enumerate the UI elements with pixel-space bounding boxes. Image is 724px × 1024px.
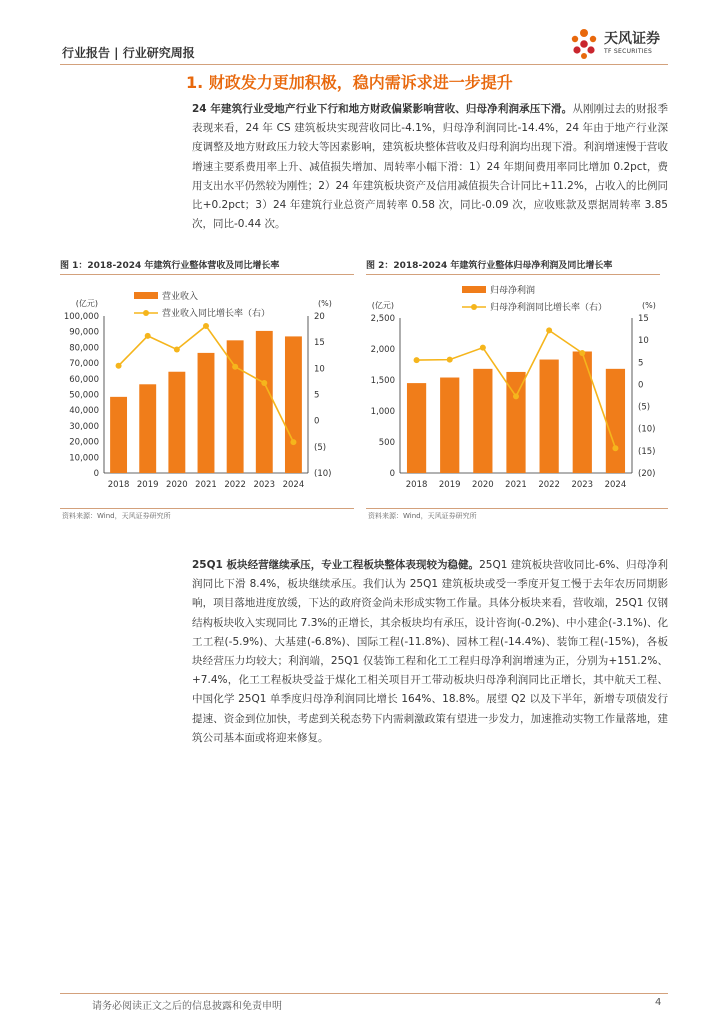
chart-1-legend-line-label: 营业收入同比增长率（右） <box>162 309 271 319</box>
chart-1-growth-point <box>290 439 296 445</box>
chart-2-y-right-tick: 0 <box>638 380 644 391</box>
chart-1-y-left-tick: 100,000 <box>63 312 99 322</box>
chart-1-y-right-tick: (5) <box>314 442 327 453</box>
chart-2-y-left-tick: 1,000 <box>370 407 395 417</box>
chart-2-x-tick: 2021 <box>505 480 527 490</box>
chart-2-y-right-tick: (15) <box>638 446 656 457</box>
chart-2-x-tick: 2022 <box>538 480 560 490</box>
section-title: 1. 财政发力更加积极，稳内需诉求进一步提升 <box>186 73 513 92</box>
chart-2-x-tick: 2019 <box>438 480 461 490</box>
chart-2-y-right-tick: (20) <box>638 469 656 479</box>
chart-2-growth-point <box>447 357 453 363</box>
chart-1-y-left-tick: 50,000 <box>69 390 99 401</box>
chart-1-y-left-tick: 70,000 <box>69 359 99 370</box>
chart-1-y-right-tick: 5 <box>314 390 320 401</box>
chart-1-growth-point <box>116 363 122 369</box>
chart-1-y-left-tick: 90,000 <box>69 327 99 338</box>
chart-2-x-tick: 2023 <box>571 480 594 490</box>
chart-1-growth-point <box>261 380 267 386</box>
chart-1-growth-point <box>174 346 180 352</box>
chart-2-legend-bar-label: 归母净利润 <box>490 286 536 296</box>
chart-2-bar <box>473 369 492 473</box>
chart-1-y-left-tick: 60,000 <box>69 374 99 385</box>
chart-1-bar <box>110 397 127 473</box>
chart-2-y-left-tick: 500 <box>378 438 395 448</box>
chart-1-y-left-tick: 80,000 <box>69 343 99 354</box>
chart-1-bar <box>139 384 156 473</box>
chart-1-y-right-tick: 0 <box>314 416 320 427</box>
chart-1-legend-bar-label: 营业收入 <box>162 292 199 302</box>
chart-2-growth-point <box>612 445 618 451</box>
chart-1-bar <box>168 372 185 473</box>
chart-2-growth-point <box>546 327 552 333</box>
chart-1-svg <box>60 278 354 506</box>
chart-1-y-left-tick: 30,000 <box>69 421 99 432</box>
chart-1-legend-line-dot <box>143 310 149 316</box>
chart-2-bar <box>407 383 426 473</box>
chart-1 <box>60 258 354 508</box>
disclaimer-footer: 请务必阅读正文之后的信息披露和免责申明 <box>92 1001 282 1012</box>
chart-1-x-tick: 2024 <box>282 480 305 490</box>
chart-1-x-tick: 2018 <box>107 480 130 490</box>
chart-2-growth-point <box>480 345 486 351</box>
chart-1-bar <box>285 336 302 473</box>
chart-2-x-tick: 2020 <box>472 480 494 490</box>
chart-1-y-left-tick: 40,000 <box>69 406 99 417</box>
chart-1-growth-point <box>145 333 151 339</box>
chart-2-legend-line-label: 归母净利润同比增长率（右） <box>490 303 608 313</box>
chart-1-y-right-unit: (%) <box>318 299 332 308</box>
chart-2-y-right-tick: (10) <box>638 424 656 435</box>
chart-2 <box>366 258 660 508</box>
chart-2-source: 资料来源：Wind，天风证券研究所 <box>368 512 477 520</box>
chart-1-x-tick: 2023 <box>253 480 276 490</box>
chart-1-y-left-tick: 0 <box>93 469 99 479</box>
chart-2-y-right-tick: 5 <box>638 358 644 369</box>
tf-logo-icon <box>566 26 602 62</box>
chart-2-legend-line-dot <box>471 304 477 310</box>
chart-1-bar <box>227 340 244 473</box>
chart-1-legend-bar-swatch <box>134 292 158 299</box>
chart-2-x-tick: 2018 <box>405 480 428 490</box>
chart-1-x-tick: 2021 <box>195 480 217 490</box>
chart-1-y-right-tick: 10 <box>314 364 325 375</box>
chart-1-source: 资料来源：Wind，天风证券研究所 <box>62 512 171 520</box>
chart-2-growth-point <box>414 357 420 363</box>
chart-1-x-tick: 2020 <box>166 480 188 490</box>
chart-2-legend-bar-swatch <box>462 286 486 293</box>
chart-2-growth-point <box>513 393 519 399</box>
paragraph-2-body: 25Q1 建筑板块营收同比-6%、归母净利润同比下滑 8.4%，板块继续承压。我们认为 25Q1 建筑板块或受一季度开复工慢于去年农历同期影响，项目落地进度放缓，下达的政府资金尚未形成实物工作量。具体分板块来看，营收端，25Q1 仅钢结构板块收入实现同比 7.3%的正增长，其余板块均有承压，设计咨询(-0.2%)、中小建企(-3.1%)、化工工程(-5.9%)、大基建(-6.8%)、国际工程(-11.8%)、园林工程(-14.4%)、装饰工程(-15%)，各板块经营压力均较大；利润端，25Q1 仅装饰工程和化工工程归母净利润增速为正，分别为+151.2%、+7.4%，化工工程板块受益于煤化工相关项目开工带动板块归母净利润同比正增长，其中航天工程、中国化学 25Q1 单季度归母净利润同比增长 164%、18.8%。展望 Q2 以及下半年，新增专项债发行提速、资金到位加快，考虑到关税态势下内需刺激政策有望进一步发力，加速推动实物工作量落地，建筑公司基本面或将迎来修复。 <box>192 559 669 744</box>
chart-1-rule <box>60 274 354 275</box>
chart-2-bar <box>440 378 459 473</box>
chart-1-growth-point <box>203 323 209 329</box>
chart-1-x-tick: 2022 <box>224 480 246 490</box>
chart-2-svg <box>366 278 668 506</box>
chart-2-y-right-tick: 10 <box>638 336 649 347</box>
chart-2-y-left-tick: 2,500 <box>370 314 395 324</box>
chart-1-y-right-tick: 20 <box>314 312 325 322</box>
chart-2-y-right-tick: (5) <box>638 402 651 413</box>
chart-2-title: 图 2：2018-2024 年建筑行业整体归母净利润及同比增长率 <box>366 261 613 271</box>
source-2-rule <box>366 508 668 509</box>
chart-2-y-left-unit: (亿元) <box>371 301 394 310</box>
chart-2-bar <box>573 351 592 473</box>
chart-2-y-right-tick: 15 <box>638 314 649 324</box>
brand-name-en: TF SECURITIES <box>604 48 653 55</box>
report-header-title: 行业报告 | 行业研究周报 <box>62 46 195 60</box>
chart-1-y-left-unit: (亿元) <box>75 299 98 308</box>
chart-1-bar <box>198 353 215 473</box>
source-1-rule <box>60 508 354 509</box>
chart-1-x-tick: 2019 <box>136 480 159 490</box>
paragraph-1-lead: 24 年建筑行业受地产行业下行和地方财政偏紧影响营收、归母净利润承压下滑。 <box>192 103 573 115</box>
chart-2-x-tick: 2024 <box>604 480 627 490</box>
chart-2-y-left-tick: 1,500 <box>370 376 395 386</box>
chart-2-y-left-tick: 2,000 <box>370 345 395 355</box>
chart-2-bar <box>540 360 559 473</box>
footer-divider <box>60 993 668 994</box>
chart-1-growth-point <box>232 364 238 370</box>
brand-logo <box>566 26 676 64</box>
chart-2-y-left-tick: 0 <box>389 469 395 479</box>
chart-1-y-left-tick: 20,000 <box>69 437 99 448</box>
paragraph-2-lead: 25Q1 板块经营继续承压，专业工程板块整体表现较为稳健。 <box>192 559 480 571</box>
header-divider <box>60 64 668 65</box>
chart-2-rule <box>366 274 660 275</box>
chart-2-growth-point <box>579 350 585 356</box>
chart-1-y-right-tick: 15 <box>314 338 325 349</box>
chart-1-bar <box>256 331 273 473</box>
paragraph-1 <box>192 100 668 234</box>
page-number: 4 <box>655 997 662 1008</box>
chart-1-y-left-tick: 10,000 <box>69 453 99 464</box>
chart-2-y-right-unit: (%) <box>642 301 656 310</box>
paragraph-2 <box>192 556 668 748</box>
brand-name-cn: 天风证券 <box>604 31 660 47</box>
chart-1-y-right-tick: (10) <box>314 469 332 479</box>
chart-2-bar <box>606 369 625 473</box>
chart-1-title: 图 1：2018-2024 年建筑行业整体营收及同比增长率 <box>60 261 280 271</box>
paragraph-1-body: 从刚刚过去的财报季表现来看，24 年 CS 建筑板块实现营收同比-4.1%，归母净利润同比-14.4%，24 年由于地产行业深度调整及地方财政压力较大等因素影响，建筑板块整体营收及归母利润均出现下滑。利润增速慢于营收增速主要系费用率上升、减值损失增加、周转率小幅下滑：1）24 年期间费用率同比增加 0.2pct，费用支出水平仍然较为刚性；2）24 年建筑板块资产及信用减值损失合计同比+11.2%，占收入的比例同比+0.2pct；3）24 年建筑行业总资产周转率 0.58 次，同比-0.09 次，应收账款及票据周转率 3.85 次，同比-0.44 次。 <box>192 103 668 231</box>
